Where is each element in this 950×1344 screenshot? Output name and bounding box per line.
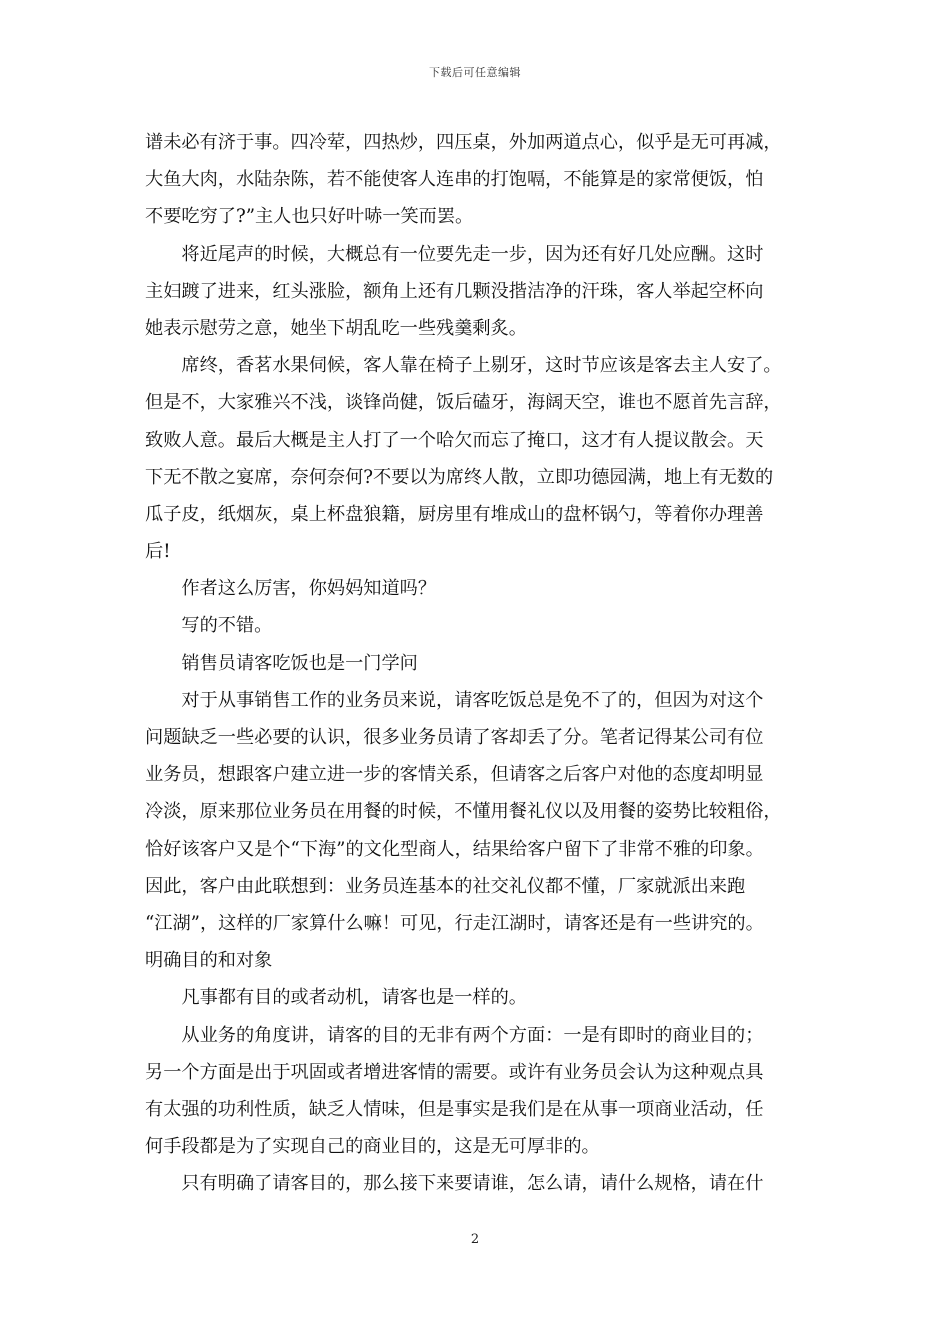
document-body bbox=[145, 124, 821, 1202]
text-line: 何手段都是为了实现自己的商业目的，这是无可厚非的。 bbox=[145, 1136, 600, 1158]
text-line: 主妇踱了进来，红头涨脸，额角上还有几颗没揩洁净的汗珠，客人举起空杯向 bbox=[145, 280, 764, 302]
text-line: 有太强的功利性质，缺乏人情味，但是事实是我们是在从事一项商业活动，任 bbox=[145, 1098, 764, 1120]
text-line: 大鱼大肉，水陆杂陈，若不能使客人连串的打饱嗝，不能算是的家常便饭，怕 bbox=[145, 169, 764, 191]
text-line: 凡事都有目的或者动机，请客也是一样的。 bbox=[145, 987, 527, 1009]
section-heading: 明确目的和对象 bbox=[145, 950, 273, 972]
text-line: 将近尾声的时候，大概总有一位要先走一步，因为还有好几处应酬。这时 bbox=[145, 243, 764, 265]
text-line: 致败人意。最后大概是主人打了一个哈欠而忘了掩口，这才有人提议散会。天 bbox=[145, 429, 764, 451]
text-line: 她表示慰劳之意，她坐下胡乱吃一些残羹剩炙。 bbox=[145, 317, 527, 339]
text-line: 问题缺乏一些必要的认识，很多业务员请了客却丢了分。笔者记得某公司有位 bbox=[145, 727, 764, 748]
text-line: 冷淡，原来那位业务员在用餐的时候，不懂用餐礼仪以及用餐的姿势比较粗俗， bbox=[145, 801, 782, 823]
text-line: 写的不错。 bbox=[145, 615, 273, 637]
text-line: 席终，香茗水果伺候，客人靠在椅子上剔牙，这时节应该是客去主人安了。 bbox=[145, 355, 782, 377]
text-line: 下无不散之宴席，奈何奈何?不要以为席终人散，立即功德园满，地上有无数的 bbox=[145, 466, 774, 488]
section-heading: 销售员请客吃饭也是一门学问 bbox=[145, 652, 418, 674]
text-line: 从业务的角度讲，请客的目的无非有两个方面：一是有即时的商业目的； bbox=[145, 1024, 764, 1046]
text-line: 作者这么厉害，你妈妈知道吗？ bbox=[145, 578, 437, 600]
text-line: 谱未必有济于事。四冷荤，四热炒，四压桌，外加两道点心，似乎是无可再减， bbox=[145, 132, 782, 153]
text-line: 对于从事销售工作的业务员来说，请客吃饭总是免不了的，但因为对这个 bbox=[145, 689, 764, 711]
text-line: 另一个方面是出于巩固或者增进客情的需要。或许有业务员会认为这种观点具 bbox=[145, 1061, 764, 1083]
text-line: 业务员，想跟客户建立进一步的客情关系，但请客之后客户对他的态度却明显 bbox=[145, 764, 764, 786]
text-line: 瓜子皮，纸烟灰，桌上杯盘狼籍，厨房里有堆成山的盘杯锅勺，等着你办理善 bbox=[145, 503, 764, 525]
text-line: 但是不，大家雅兴不浅，谈锋尚健，饭后磕牙，海阔天空，谁也不愿首先言辞， bbox=[145, 392, 782, 414]
text-line: 后! bbox=[145, 541, 171, 563]
text-line: 因此，客户由此联想到：业务员连基本的社交礼仪都不懂，厂家就派出来跑 bbox=[145, 875, 746, 897]
text-line: 只有明确了请客目的，那么接下来要请谁，怎么请，请什么规格，请在什 bbox=[145, 1173, 764, 1195]
page-number: 2 bbox=[470, 1232, 480, 1247]
text-line: 不要吃穷了?”主人也只好叶哧一笑而罢。 bbox=[145, 206, 474, 228]
page-header: 下载后可任意编辑 bbox=[429, 66, 521, 79]
text-line: 恰好该客户又是个“下海”的文化型商人，结果给客户留下了非常不雅的印象。 bbox=[145, 838, 764, 860]
text-line: “江湖”，这样的厂家算什么嘛！可见，行走江湖时，请客还是有一些讲究的。 bbox=[145, 912, 764, 934]
